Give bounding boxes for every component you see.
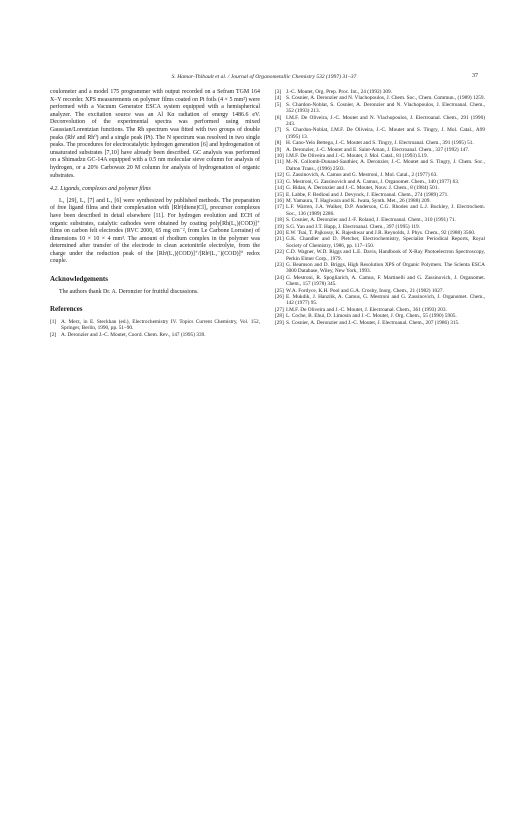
reference-item	[275, 294, 485, 307]
reference-number: [2]	[50, 332, 57, 339]
reference-number: [5]	[275, 101, 282, 108]
reference-text: L.F. Warren, J.A. Walker, D.P. Anderson, C.G. Rhodes and L.J. Buckley, J. Electrochem. Soc., 136 (1989) 2286.	[286, 204, 485, 217]
reference-text: G. Beamson and D. Briggs, High Resolution XPS of Organic Polymers. The Scienta ESCA 3000 Database, Wiley, New York, 1993.	[286, 261, 485, 275]
reference-number: [22]	[275, 249, 284, 256]
reference-text: M. Yamaura, T. Hagiwara and K. Iwata, Synth. Met., 26 (1988) 209.	[286, 197, 431, 204]
reference-text: M.-N. Collomb-Dunand-Sauthier, A. Deronzier, J.-C. Moutet and S. Tingry, J. Chem. Soc., Dalton Trans., (1996) 2503.	[286, 159, 485, 172]
reference-number: [8]	[275, 140, 282, 147]
reference-item	[275, 262, 485, 275]
reference-item	[275, 102, 485, 115]
reference-text: S. Cosnier, A. Deronzier and J.-F. Roland, J. Electroanal. Chem., 310 (1991) 71.	[286, 217, 456, 224]
references-heading: References	[50, 305, 83, 314]
reference-number: [21]	[275, 236, 284, 243]
reference-item	[275, 159, 485, 172]
reference-item	[275, 249, 485, 262]
reference-number: [3]	[275, 89, 282, 95]
reference-text: A. Merz, in E. Steckhan (ed.), Electrochemistry IV. Topics Current Chemistry, Vol. 152, Springer, Berlin, 1990, pp. 51–90.	[61, 318, 260, 332]
reference-text: L. Coche, B. Ehui, D. Limosin and J.-C. Moutet, J. Org. Chem., 55 (1990) 5905.	[286, 313, 457, 320]
reference-text: I.M.F. De Oliveira and J.-C. Moutet, J. Mol. Catal., 81 (1993) L19.	[286, 153, 428, 160]
reference-text: I.M.F. De Oliveira, J.-C. Moutet and N. Vlachopoulos, J. Electroanal. Chem., 291 (1990) 243.	[286, 114, 485, 128]
reference-item	[50, 319, 260, 332]
reference-number: [23]	[275, 261, 284, 268]
reference-text: G.K. Chandler and D. Pletcher, Electrochemistry, Specialist Periodical Reports, Royal Society of Chemistry, 1986, pp. 117–150.	[286, 236, 485, 249]
reference-text: G. Zassinovich, A. Camus and G. Mestroni, J. Mol. Catal., 2 (1977) 63.	[286, 172, 438, 179]
reference-text: H. Cano-Yelo Bettega, J.-C. Moutet and S. Tingry, J. Electroanal. Chem., 391 (1995) 51.	[286, 140, 474, 147]
reference-number: [11]	[275, 159, 284, 166]
reference-number: [18]	[275, 217, 284, 224]
reference-number: [27]	[275, 306, 284, 313]
reference-list-right	[275, 89, 485, 326]
reference-text: G. Mestroni, G. Zassinovich and A. Camus, J. Organomet. Chem., 140 (1977) 63.	[286, 178, 460, 185]
reference-number: [15]	[275, 191, 284, 198]
reference-text: G. Bidan, A. Deronzier and J.-C. Moutet, Nouv. J. Chem., 8 (1984) 501.	[286, 185, 439, 192]
reference-text: G. Mestroni, R. Spogliarich, A. Camus, F. Martinelli and G. Zassinovich, J. Organomet. Chem., 157 (1978) 345.	[286, 274, 485, 288]
reference-text: E. Labbe, F. Bedioui and J. Devynck, J. Electroanal. Chem., 274 (1989) 271.	[286, 191, 449, 198]
reference-number: [1]	[50, 318, 57, 325]
section-heading: 4.2. Ligands, complexes and polymer films	[50, 186, 151, 193]
reference-number: [16]	[275, 197, 284, 204]
reference-number: [25]	[275, 287, 284, 294]
acknowledgements-text: The authors thank Dr. A. Deronzier for fruitful discussions.	[59, 288, 199, 295]
reference-number: [7]	[275, 127, 282, 134]
acknowledgements-heading: Acknowledgements	[50, 275, 108, 284]
reference-text: E. Mukdik, J. Hanzlik, A. Camus, G. Mestroni and G. Zassinovich, J. Organomet. Chem., 142 (1977) 95.	[286, 294, 485, 307]
reference-text: I.M.F. De Oliveira and J.-C. Moutet, J. Electroanal. Chem., 361 (1993) 203.	[286, 306, 447, 313]
reference-item	[275, 320, 485, 326]
reference-item	[275, 204, 485, 217]
reference-number: [6]	[275, 114, 282, 121]
reference-text: W.A. Fordyce, K.H. Pool and G.A. Crosby, Inorg. Chem., 21 (1982) 1027.	[286, 287, 444, 294]
reference-text: S. Cosnier, A. Deronzier and J.-C. Moutet, J. Electroanal. Chem., 207 (1986) 315.	[286, 319, 460, 326]
reference-item	[275, 236, 485, 249]
reference-item	[275, 115, 485, 128]
reference-number: [26]	[275, 294, 284, 300]
right-column	[275, 89, 485, 326]
reference-number: [19]	[275, 223, 284, 230]
reference-item	[275, 275, 485, 288]
reference-number: [12]	[275, 172, 284, 179]
reference-item	[50, 332, 260, 339]
running-head: S. Hamar-Thibault et al. / Journal of Organometallic Chemistry 532 (1997) 31–37	[171, 74, 357, 80]
ligands-paragraph: L₁ [29], L₂ [7] and L₃ [6] were synthesized by published methods. The preparation of free ligand films and their complexation with [Rhᴵ(diene)Cl]₂ precursor complexes have been described in detail elsewhere [11]. For hydrogen evolution and ECH of organic substrates, catalytic cathodes were obtained by coating poly[Rh(L₁)(COD)]⁺ films on carbon felt electrodes (RVC 2000, 65 mg cm⁻², from Le Carbone Lorraine) of dimensions 10 × 10 × 4 mm³. The amount of rhodium complex in the polymer was determined after transfer of the electrode to clean acetonitrile electrolyte, from the charge under the reduction peak of the [Rhᴵ(L₁)(COD)]⁺/[Rhᴵ(L₁⁻)(COD)]⁰ redox couple.	[50, 197, 260, 265]
methods-paragraph: coulometer and a model 175 programmer with output recorded on a Sefram TGM 164 X–Y recorder. XPS measurements on polymer films coated on Pt foils (4 × 5 mm²) were performed with a Vacuum Generator ESCA system equipped with a hemispherical analyzer. The excitation source was an Al Kα radiation of energy 1486.6 eV. Deconvolution of the experimental spectra was performed using mixed Gaussian/Lorentzian functions. The Rh spectrum was fitted with two groups of double peaks (Rhᴵ and Rh⁰) and a single peak (Pt). The N spectrum was resolved in two single peaks. The procedures for electrocatalytic hydrogen generation [6] and hydrogenation of unsaturated substrates [7,10] have already been described. GC analysis was performed on a Shimadzu GC-14A equipped with a 0.5 nm molecular sieve column for analysis of hydrogen, or a 20% Carbowax 20 M column for analysis of hydrogenation of organic substrates.	[50, 89, 260, 179]
page-number: 37	[472, 73, 478, 79]
reference-text: C.D. Wagner, W.D. Riggs and L.E. Davis, Handbook of X-Ray Photoelectron Spectroscopy, Perkin Elmer Corp., 1979.	[286, 249, 485, 262]
reference-text: S. Chardon-Noblat, I.M.F. De Oliveira, J.-C. Moutet and S. Tingry, J. Mol. Catal., A99 (1995) 13.	[286, 127, 485, 140]
reference-text: E.W. Tsai, T. Pajkossy, K. Rajeshwar and J.R. Reynolds, J. Phys. Chem., 92 (1988) 3560.	[286, 229, 476, 236]
reference-number: [13]	[275, 178, 284, 185]
reference-text: A. Deronzier and J.-C. Moutet, Coord. Chem. Rev., 147 (1995) 339.	[61, 332, 206, 339]
reference-item	[275, 127, 485, 140]
reference-number: [24]	[275, 274, 284, 281]
reference-number: [4]	[275, 95, 282, 102]
reference-list-left	[50, 319, 260, 339]
reference-number: [20]	[275, 229, 284, 236]
reference-text: S. Cosnier, A. Deronzier and N. Vlachopoulos, J. Chem. Soc., Chem. Commun., (1989) 1259.	[286, 95, 485, 102]
reference-number: [14]	[275, 185, 284, 192]
reference-number: [29]	[275, 319, 284, 326]
reference-text: A. Deronzier, J.-C. Moutet and E. Saint-Aman, J. Electroanal. Chem., 327 (1992) 147.	[286, 146, 470, 153]
reference-text: S. Chardon-Noblat, S. Cosnier, A. Deronzier and N. Vlachopoulos, J. Electroanal. Chem., 352 (1993) 213.	[286, 101, 485, 115]
left-column	[50, 89, 260, 339]
reference-text: S.G. Yan and J.T. Happ, J. Electroanal. Chem., 397 (1995) 119.	[286, 223, 421, 230]
reference-number: [28]	[275, 313, 284, 320]
reference-number: [9]	[275, 146, 282, 153]
reference-number: [10]	[275, 153, 284, 160]
reference-text: J.-C. Moutet, Org. Prep. Proc. Int., 24 (1992) 309.	[286, 89, 392, 95]
reference-number: [17]	[275, 204, 284, 211]
